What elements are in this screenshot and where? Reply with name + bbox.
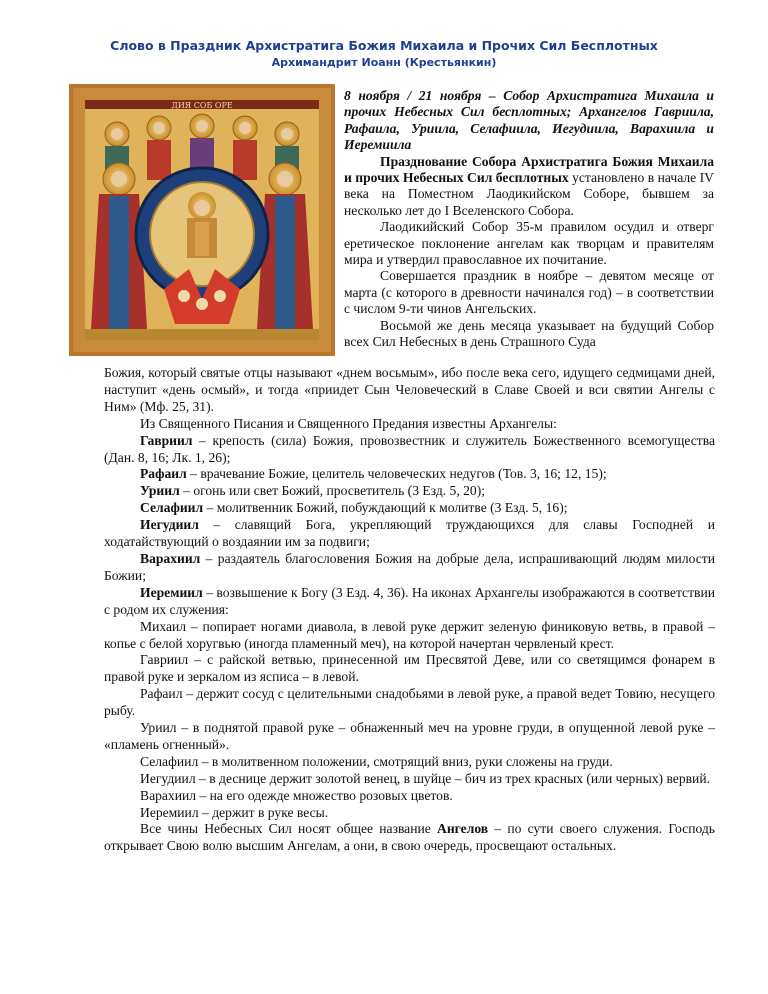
final-paragraph [104,821,715,855]
paragraph-4a: Восьмой же день месяца указывает на будущий Собор всех Сил Небесных в день Страшного Суда [344,317,714,350]
archangel-item [104,551,715,585]
archangel-text: – молитвенник Божий, побуждающий к молитве (3 Езд. 5, 16); [203,500,568,516]
archangel-item [104,466,715,483]
final-text-b: – по сути своего служения. Господь открывает Свою волю высшим Ангелам, а они, в свою очередь, просвещают остальных. [104,821,715,854]
archangel-item [104,585,715,619]
archangel-name: Иеремиил [140,584,203,600]
icon-inscription: ДИЯ СОБ ОРЕ [171,101,233,110]
description-item: Иеремиил – держит в руке весы. [140,804,329,820]
paragraph-1-rest: установлено в начале IV века на Поместном Лаодикийском Соборе, бывшем за несколько лет до I Вселенского Собора. [344,170,714,218]
paragraph-2: Лаодикийский Собор 35-м правилом осудил и отверг еретическое поклонение ангелам как творцам и правителям мира и утвердил православное их почитание. [344,219,714,268]
document-author: Архимандрит Иоанн (Крестьянкин) [271,56,497,69]
description-item: Гавриил – с райской ветвью, принесенной им Пресвятой Деве, или со светящимся фонарем в правой руке и зеркалом из ясписа – в левой. [104,652,715,685]
paragraph-1 [344,154,714,220]
archangel-text: – славящий Бога, укрепляющий труждающихся для славы Господней и ходатайствующий о воздаянии им за подвиги; [104,517,715,550]
paragraph-4b: Божия, который святые отцы называют «днем восьмым», ибо после века сего, идущего седмицами дней, наступит «день осмый», и тогда «приидет Сын Человеческий в Славе Своей и вси святии Ангелы с Ним» (Мф. 25, 31). [104,365,715,414]
archangel-text: – возвышение к Богу (3 Езд. 4, 36). На иконах Архангелы изображаются в соответствии с родом их служения: [104,584,715,617]
description-item: Селафиил – в молитвенном положении, смотрящий вниз, руки сложены на груди. [140,753,613,769]
archangel-item [104,483,715,500]
archangel-text: – крепость (сила) Божия, провозвестник и служитель Божественного всемогущества (Дан. 8, 16; Лк. 1, 26); [104,432,715,465]
paragraph-3: Совершается праздник в ноябре – девятом месяце от марта (с которого в древности начинался год) – в соответствии с числом 9-ти чинов Ангельских. [344,268,714,317]
paragraph-1-bold: Празднование Собора Архистратига Божия Михаила и прочих Небесных Сил бесплотных [344,153,714,186]
archangel-name: Гавриил [140,432,193,448]
document-title: Слово в Праздник Архистратига Божия Михаила и Прочих Сил Бесплотных [110,38,658,53]
archangel-name: Иегудиил [140,517,199,533]
archangel-text: – врачевание Божие, целитель человеческих недугов (Тов. 3, 16; 12, 15); [186,466,607,482]
description-item: Варахиил – на его одежде множество розовых цветов. [140,787,453,803]
side-text-column [344,88,714,351]
archangel-name: Селафиил [140,500,204,516]
main-text-column [104,365,715,855]
description-item: Иегудиил – в деснице держит золотой венец, в шуйце – бич из трех красных (или черных) вервий. [140,770,710,786]
synaxis-icon-image [69,84,335,356]
archangel-text: – огонь или свет Божий, просветитель (3 Езд. 5, 20); [179,483,486,499]
archangel-name: Рафаил [140,466,187,482]
final-bold: Ангелов [437,821,489,837]
feast-heading: 8 ноября / 21 ноября – Собор Архистратига Михаила и прочих Небесных Сил бесплотных; Архангелов Гавриила, Рафаила, Уриила, Селафиила, Иегудиила, Варахиила и Иеремиила [344,88,714,153]
archangel-item [104,517,715,551]
description-item: Рафаил – держит сосуд с целительными снадобьями в левой руке, а правой ведет Товию, несущего рыбу. [104,686,715,719]
description-item: Уриил – в поднятой правой руке – обнаженный меч на уровне груди, в опущенной левой руке – «пламень огненный». [104,720,715,752]
archangel-item [104,433,715,467]
archangel-name: Варахиил [140,550,201,566]
archangel-item [104,500,715,517]
paragraph-5: Из Священного Писания и Священного Предания известны Архангелы: [140,415,557,431]
archangel-name: Уриил [140,483,180,499]
description-item: Михаил – попирает ногами диавола, в левой руке держит зеленую финиковую ветвь, в правой – копье с белой хоругвью (иногда пламенный меч), на которой начертан червленый крест. [104,618,715,651]
archangel-text: – раздаятель благословения Божия на добрые дела, испрашивающий людям милости Божии; [104,550,715,583]
final-text-a: Все чины Небесных Сил носят общее название [140,821,438,837]
